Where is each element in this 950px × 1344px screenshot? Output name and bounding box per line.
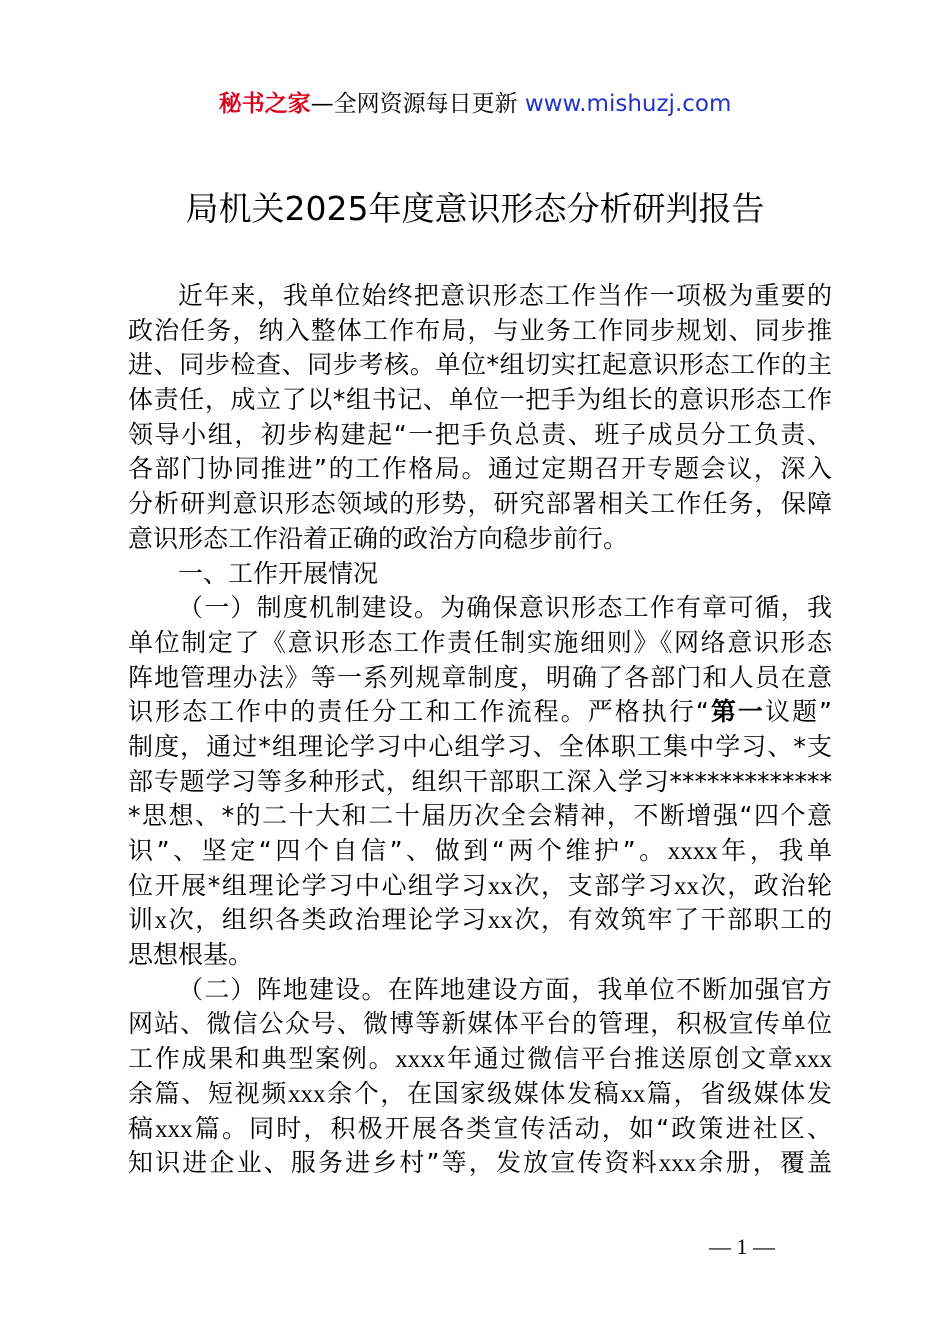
text-line	[128, 834, 832, 869]
intro-paragraph	[128, 279, 832, 557]
text-run: 稿	[128, 1113, 156, 1143]
placeholder-value: xx	[674, 872, 699, 900]
text-line	[128, 869, 832, 904]
text-line	[128, 1112, 832, 1147]
text-run: 工作成果和典型案例。	[128, 1044, 396, 1074]
text-run: 识”、坚定“四个自信”、做到“两个维护”。	[128, 836, 668, 865]
placeholder-value: xxx	[658, 1150, 697, 1178]
placeholder-value: xxx	[794, 1046, 832, 1074]
placeholder-value: x	[154, 907, 168, 935]
text-run: 次，组织各类政治理论学习	[167, 905, 488, 935]
text-run: 篇。同时，积极开展各类宣传活动，如“政策进社区、	[192, 1113, 832, 1143]
page-number: — 1 —	[709, 1234, 775, 1259]
text-line: 政治任务，纳入整体工作布局，与业务工作同步规划、同步推	[128, 315, 832, 345]
text-line: （二）阵地建设。在阵地建设方面，我单位不断加强官方	[178, 974, 832, 1004]
text-line: （一）制度机制建设。为确保意识形态工作有章可循，我	[178, 593, 832, 623]
bold-text: 第一	[708, 697, 765, 727]
text-run: 次，支部学习	[512, 870, 674, 900]
text-line: 领导小组，初步构建起“一把手负总责、班子成员分工负责、	[128, 419, 832, 449]
text-line	[128, 1042, 832, 1077]
text-line	[128, 1077, 832, 1112]
text-line: 近年来，我单位始终把意识形态工作当作一项极为重要的	[178, 281, 832, 310]
text-line	[128, 903, 832, 938]
site-brand: 秘书之家	[218, 91, 311, 117]
text-line: 思想根基。	[128, 940, 254, 970]
subsection-1	[128, 591, 832, 973]
text-run: 训	[128, 905, 155, 935]
text-run: 议题”	[764, 697, 832, 727]
text-line: 制度，通过*组理论学习中心组学习、全体职工集中学习、*支	[128, 731, 832, 761]
placeholder-value: xx	[487, 872, 513, 900]
text-run: 年，我单	[717, 836, 832, 865]
text-line	[128, 1146, 832, 1181]
text-run: 余篇、短视频	[128, 1078, 288, 1108]
subsection-2	[128, 973, 832, 1181]
text-line: 单位制定了《意识形态工作责任制实施细则》《网络意识形态	[128, 627, 832, 657]
text-line: 各部门协同推进”的工作格局。通过定期召开专题会议，深入	[128, 454, 832, 484]
text-line: 阵地管理办法》等一系列规章制度，明确了各部门和人员在意	[128, 662, 832, 692]
placeholder-value: xx	[487, 907, 513, 935]
text-run: 次，政治轮	[699, 870, 832, 900]
text-line: 网站、微信公众号、微博等新媒体平台的管理，积极宣传单位	[128, 1009, 832, 1039]
document-title: 局机关2025年度意识形态分析研判报告	[185, 189, 765, 228]
placeholder-value: xxxx	[395, 1046, 446, 1074]
text-run: 知识进企业、服务进乡村”等，发放宣传资料	[128, 1148, 659, 1178]
placeholder-value: xx	[620, 1080, 646, 1108]
text-line: 体责任，成立了以*组书记、单位一把手为组长的意识形态工作	[128, 385, 832, 415]
text-line: 进、同步检查、同步考核。单位*组切实扛起意识形态工作的主	[128, 350, 832, 380]
placeholder-value: xxx	[287, 1080, 326, 1108]
text-line	[128, 695, 832, 730]
document-body	[128, 279, 832, 1181]
text-run: 篇，省级媒体发	[645, 1078, 832, 1108]
text-run: 识形态工作中的责任分工和工作流程。严格执行“	[128, 697, 709, 727]
site-tagline: —全网资源每日更新	[310, 91, 525, 117]
text-line: 意识形态工作沿着正确的政治方向稳步前行。	[128, 523, 629, 553]
text-line: *思想、*的二十大和二十届历次全会精神，不断增强“四个意	[128, 801, 832, 831]
text-run: 次，有效筑牢了干部职工的	[512, 905, 832, 935]
section-heading: 一、工作开展情况	[178, 558, 379, 588]
text-line: 部专题学习等多种形式，组织干部职工深入学习*************	[128, 766, 832, 796]
text-run: 余册，覆盖	[696, 1148, 832, 1178]
text-line: 分析研判意识形态领域的形势，研究部署相关工作任务，保障	[128, 489, 832, 519]
text-run: 位开展*组理论学习中心组学习	[128, 870, 488, 900]
text-run: 余个，在国家级媒体发稿	[325, 1078, 621, 1108]
placeholder-value: xxx	[155, 1115, 193, 1143]
text-run: 年通过微信平台推送原创文章	[445, 1044, 795, 1074]
site-header	[0, 86, 950, 122]
site-url-link[interactable]: www.mishuzj.com	[524, 91, 732, 117]
placeholder-value: xxxx	[667, 838, 718, 865]
